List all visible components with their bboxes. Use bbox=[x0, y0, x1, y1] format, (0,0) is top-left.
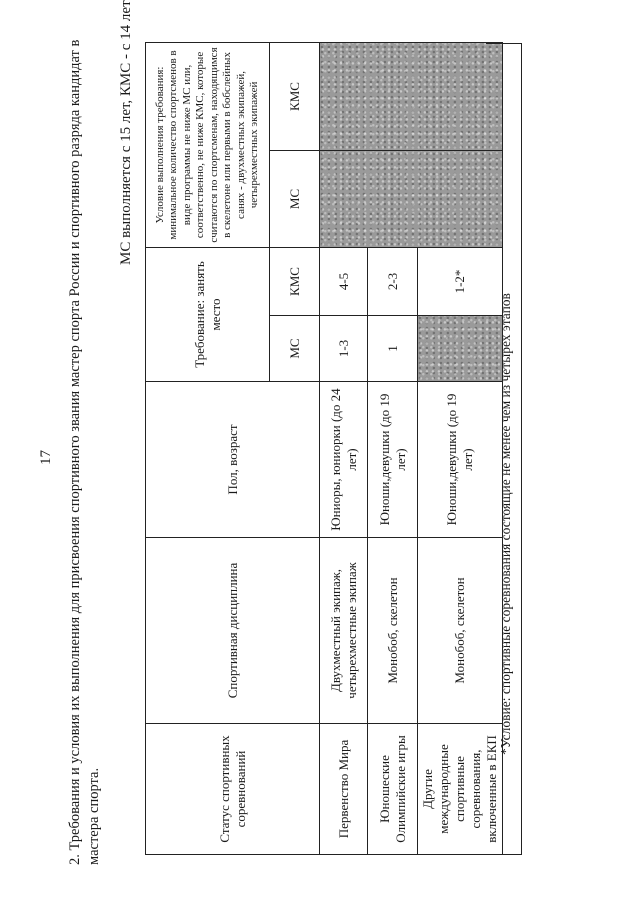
row-kms: 1-2* bbox=[418, 247, 503, 315]
condition-kms-shaded-cell bbox=[320, 42, 503, 150]
row-discipline: Монобоб, скелетон bbox=[418, 538, 503, 724]
page-number: 17 bbox=[38, 450, 54, 465]
header-kms: КМС bbox=[270, 247, 320, 315]
row-ms: 1-3 bbox=[320, 316, 368, 382]
age-summary: МС выполняется с 15 лет, КМС - с 14 лет bbox=[118, 0, 134, 265]
header-discipline: Спортивная дисциплина bbox=[146, 538, 320, 724]
header-condition: Условие выполнения требования: минимальное количество спортсменов в виде программы не ниже МС или, соответственно, не ниже КМС, которые считаются по спортсменам, находящимся в скелетоне или первыми в бобслейных санях - двухместных экипажей, четырехместных экипажей bbox=[146, 42, 270, 247]
document-heading: 2. Требования и условия их выполнения для присвоения спортивного звания мастер спорта России и спортивного разряда кандидат в мастера спорта. bbox=[67, 39, 102, 865]
row-gender-age: Юниоры, юниорки (до 24 лет) bbox=[320, 382, 368, 538]
header-row-1 bbox=[146, 42, 270, 854]
header-status: Статус спортивных соревнований bbox=[146, 724, 320, 855]
header-condition-ms: МС bbox=[270, 150, 320, 247]
header-gender-age: Пол, возраст bbox=[146, 382, 320, 538]
row-gender-age: Юноши,девушки (до 19 лет) bbox=[418, 382, 503, 538]
condition-ms-shaded-cell bbox=[320, 150, 503, 247]
row-discipline: Монобоб, скелетон bbox=[368, 538, 418, 724]
table-row bbox=[320, 42, 368, 854]
row-kms: 2-3 bbox=[368, 247, 418, 315]
row-status: Другие международные спортивные соревнования, включенные в ЕКП bbox=[418, 724, 503, 855]
header-condition-kms: КМС bbox=[270, 42, 320, 150]
header-ms: МС bbox=[270, 316, 320, 382]
header-requirement: Требование: занять место bbox=[146, 247, 270, 381]
row-discipline: Двухместный экипаж, четырехместные экипаж bbox=[320, 538, 368, 724]
row-kms: 4-5 bbox=[320, 247, 368, 315]
requirements-table bbox=[145, 42, 503, 855]
row-status: Первенство Мира bbox=[320, 724, 368, 855]
row-gender-age: Юноши,девушки (до 19 лет) bbox=[368, 382, 418, 538]
row-ms: 1 bbox=[368, 316, 418, 382]
row-status: Юношеские Олимпийские игры bbox=[368, 724, 418, 855]
footnote: *Условие: спортивные соревнования состоящие не менее чем из четырех этапов bbox=[498, 293, 513, 755]
